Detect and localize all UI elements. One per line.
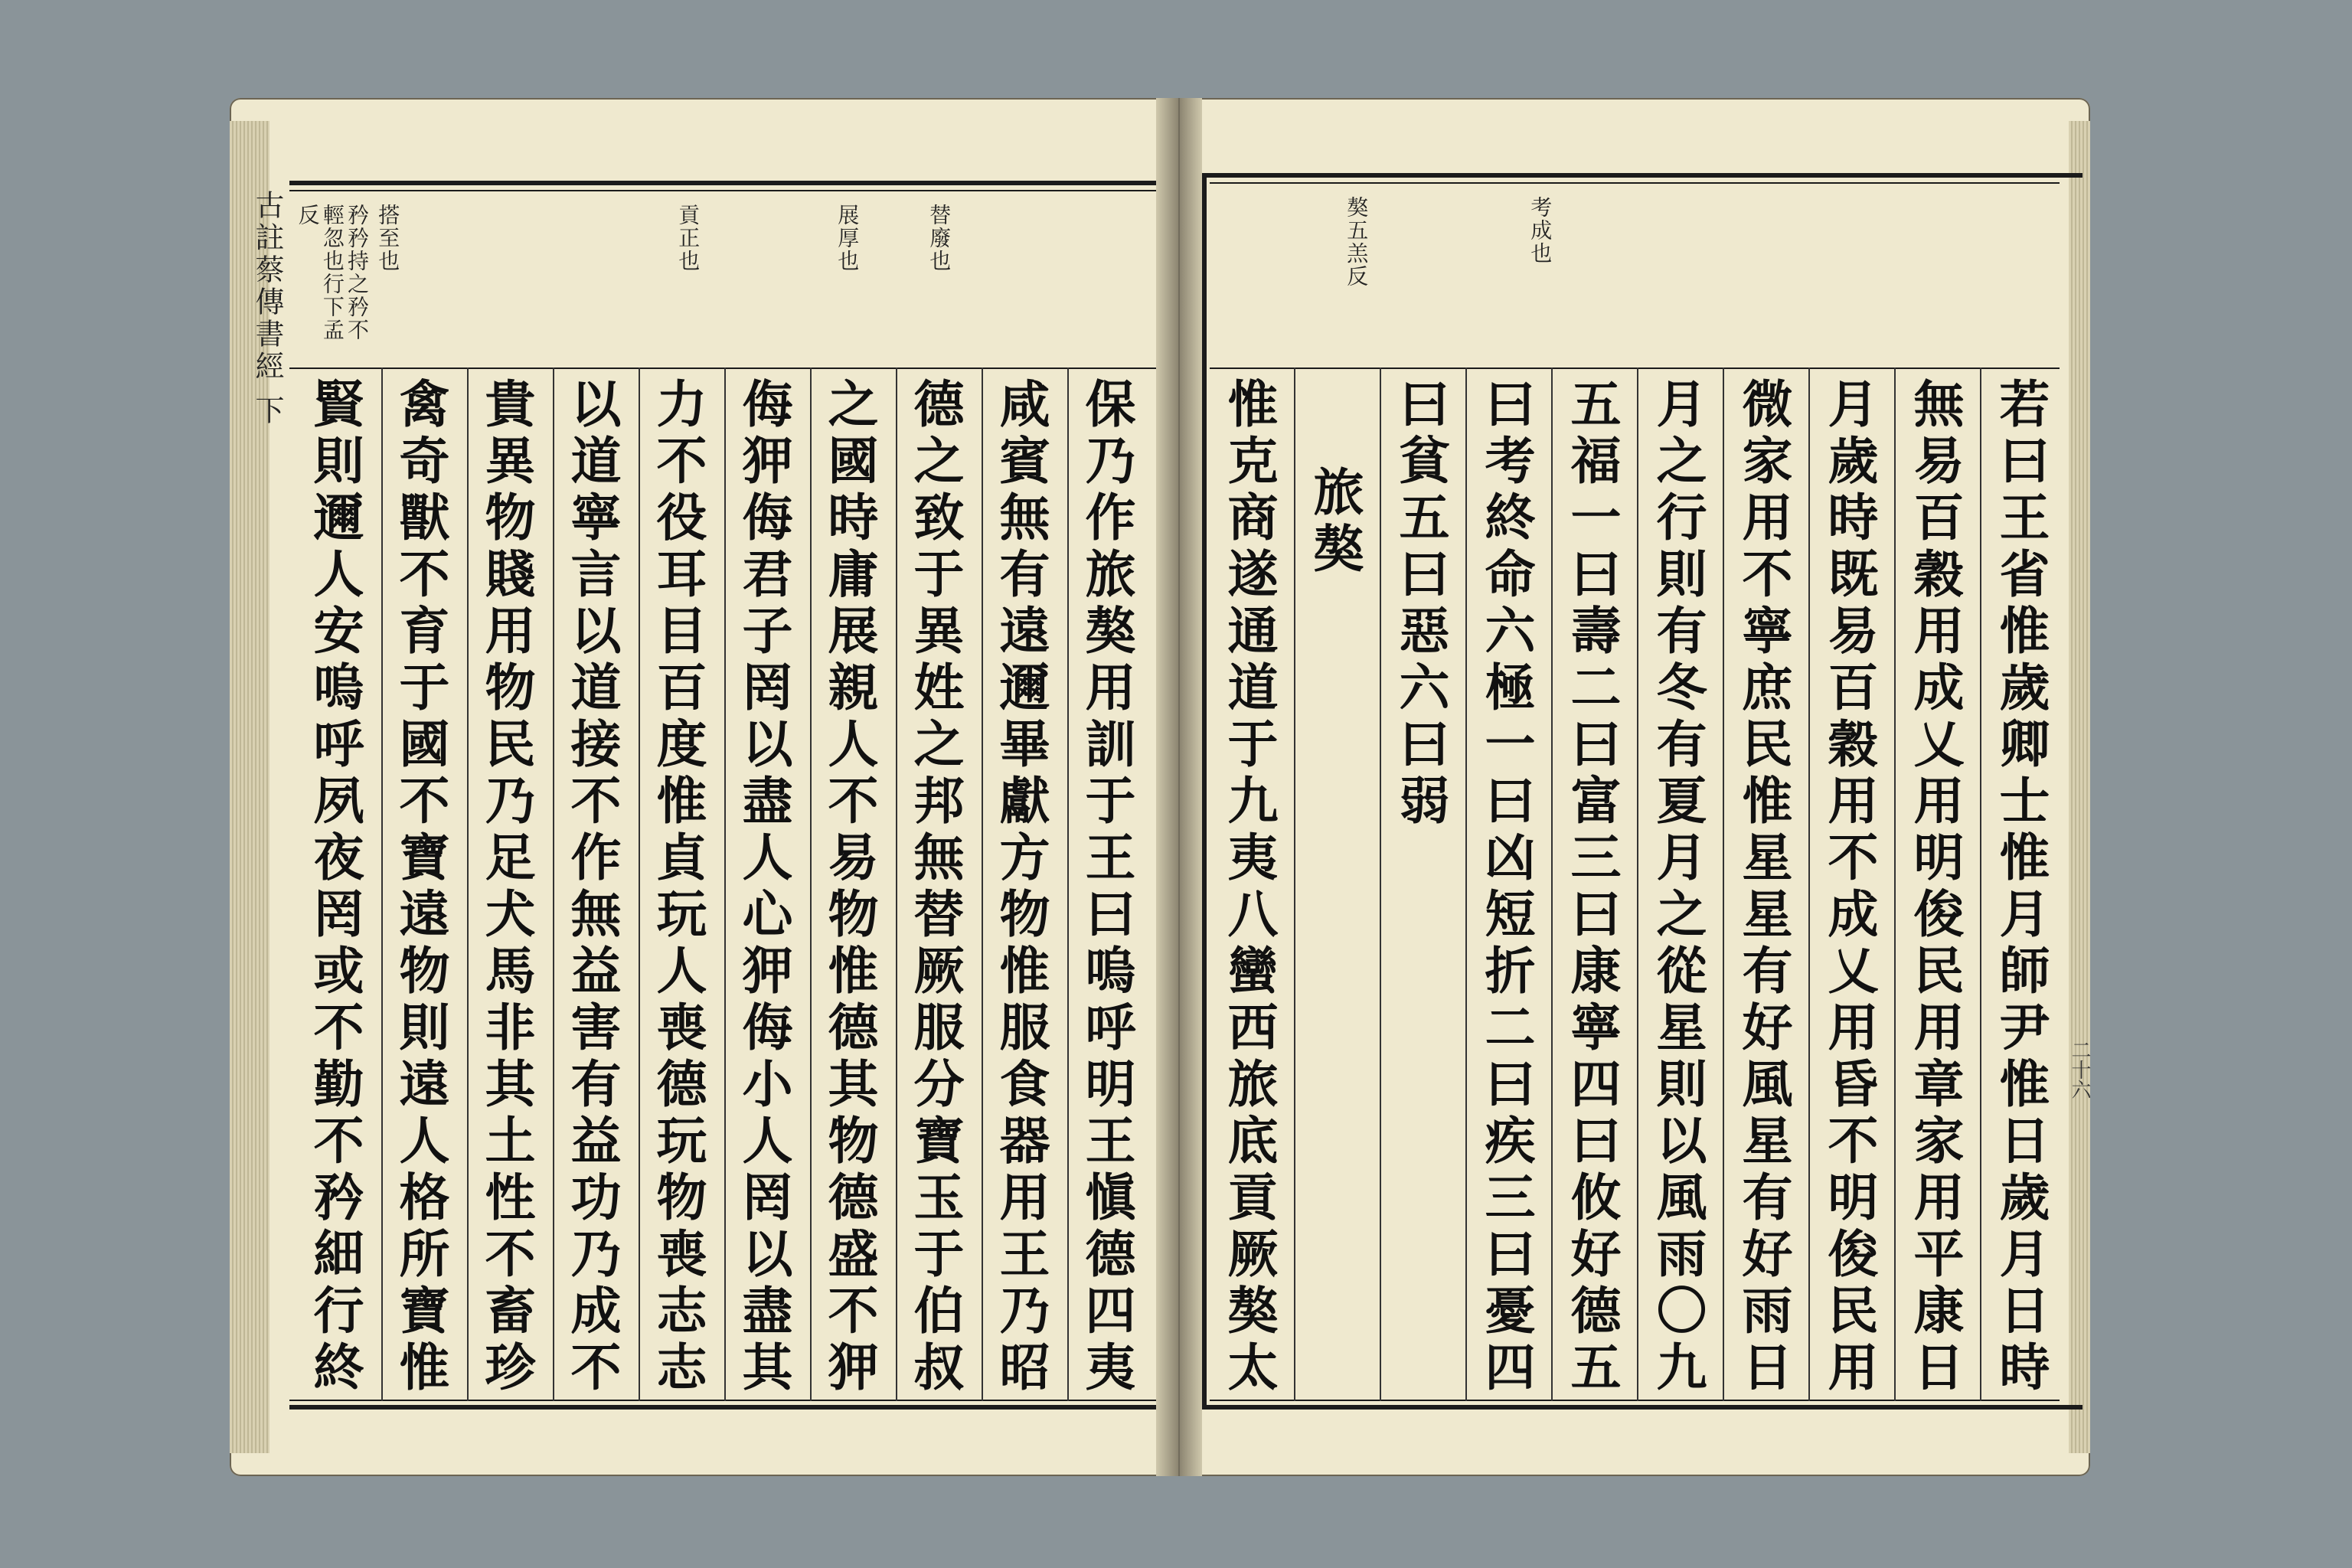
text-column: 若曰王省惟歲卿士惟月師尹惟日歲月日時: [1991, 377, 2050, 1397]
text-column: 微家用不寧庶民惟星星有好風星有好雨日: [1733, 377, 1793, 1397]
text-column: 咸賓無有遠邇畢獻方物惟服食器用王乃昭: [991, 377, 1050, 1397]
annotation: 考成也: [1527, 196, 1553, 265]
frame-inner-line: [1210, 182, 2060, 184]
frame-inner-line: [289, 190, 1158, 191]
column-rule: [724, 368, 726, 1401]
section-heading: 旅獒: [1305, 466, 1364, 579]
column-rule: [810, 368, 812, 1401]
margin-title: 古註蔡傳書經 下: [250, 190, 284, 428]
column-rule: [1637, 368, 1638, 1401]
column-rule: [1067, 368, 1069, 1401]
annotation: 獒五羔反: [1344, 196, 1370, 288]
text-column: 禽奇獸不育于國不寶遠物則遠人格所寶惟: [390, 377, 450, 1397]
column-rule: [1294, 368, 1295, 1401]
column-rule: [1894, 368, 1896, 1401]
text-column: 以道寧言以道接不作無益害有益功乃成不: [562, 377, 622, 1397]
column-rule: [1465, 368, 1467, 1401]
column-rule: [1723, 368, 1724, 1401]
column-rule: [467, 368, 469, 1401]
book-spine: [1156, 98, 1202, 1476]
text-column: 之國時庸展親人不易物惟德其物德盛不狎: [819, 377, 879, 1397]
text-column: 侮狎侮君子罔以盡人心狎侮小人罔以盡其: [733, 377, 793, 1397]
annotation: 搭至也: [375, 204, 401, 273]
note-divider: [1210, 368, 2060, 369]
annotation: 展厚也: [835, 204, 861, 273]
column-rule: [896, 368, 897, 1401]
text-column: 保乃作旅獒用訓于王曰嗚呼明王愼德四夷: [1076, 377, 1136, 1397]
text-column: 月之行則有冬有夏月之從星則以風雨〇九: [1648, 377, 1707, 1397]
text-column: 德之致于異姓之邦無替厥服分寶玉于伯叔: [905, 377, 965, 1397]
page-number: 二十六: [2068, 1040, 2091, 1099]
text-column: 力不役耳目百度惟貞玩人喪德玩物喪志志: [648, 377, 707, 1397]
text-column: 賢則邇人安嗚呼夙夜罔或不勤不矜細行終: [305, 377, 364, 1397]
text-column: 曰考終命六極一曰凶短折二曰疾三曰憂四: [1476, 377, 1536, 1397]
text-column: 惟克商遂通道于九夷八蠻西旅底貢厥獒太: [1219, 377, 1279, 1397]
column-rule: [381, 368, 383, 1401]
annotation: 貢正也: [675, 204, 701, 273]
right-page: [1179, 98, 2090, 1476]
column-rule: [1808, 368, 1810, 1401]
column-rule: [639, 368, 640, 1401]
text-column: 貴異物賤用物民乃足犬馬非其土性不畜珍: [476, 377, 536, 1397]
text-column: 曰貧五曰惡六曰弱: [1390, 377, 1450, 831]
text-column: 月歲時既易百穀用不成乂用昏不明俊民用: [1819, 377, 1879, 1397]
left-page: [230, 98, 1179, 1476]
text-column: 無易百穀用成乂用明俊民用章家用平康日: [1905, 377, 1965, 1397]
column-rule: [982, 368, 983, 1401]
frame-inner-line: [1210, 1400, 2060, 1401]
column-rule: [553, 368, 554, 1401]
column-rule: [1551, 368, 1553, 1401]
column-rule: [1980, 368, 1981, 1401]
annotation: 矜矜持之矜不輕忽也行下孟反: [295, 204, 370, 341]
annotation: 替廢也: [926, 204, 952, 273]
column-rule: [1380, 368, 1381, 1401]
text-column: 五福一曰壽二曰富三曰康寧四曰攸好德五: [1562, 377, 1622, 1397]
open-book: [230, 98, 2090, 1476]
